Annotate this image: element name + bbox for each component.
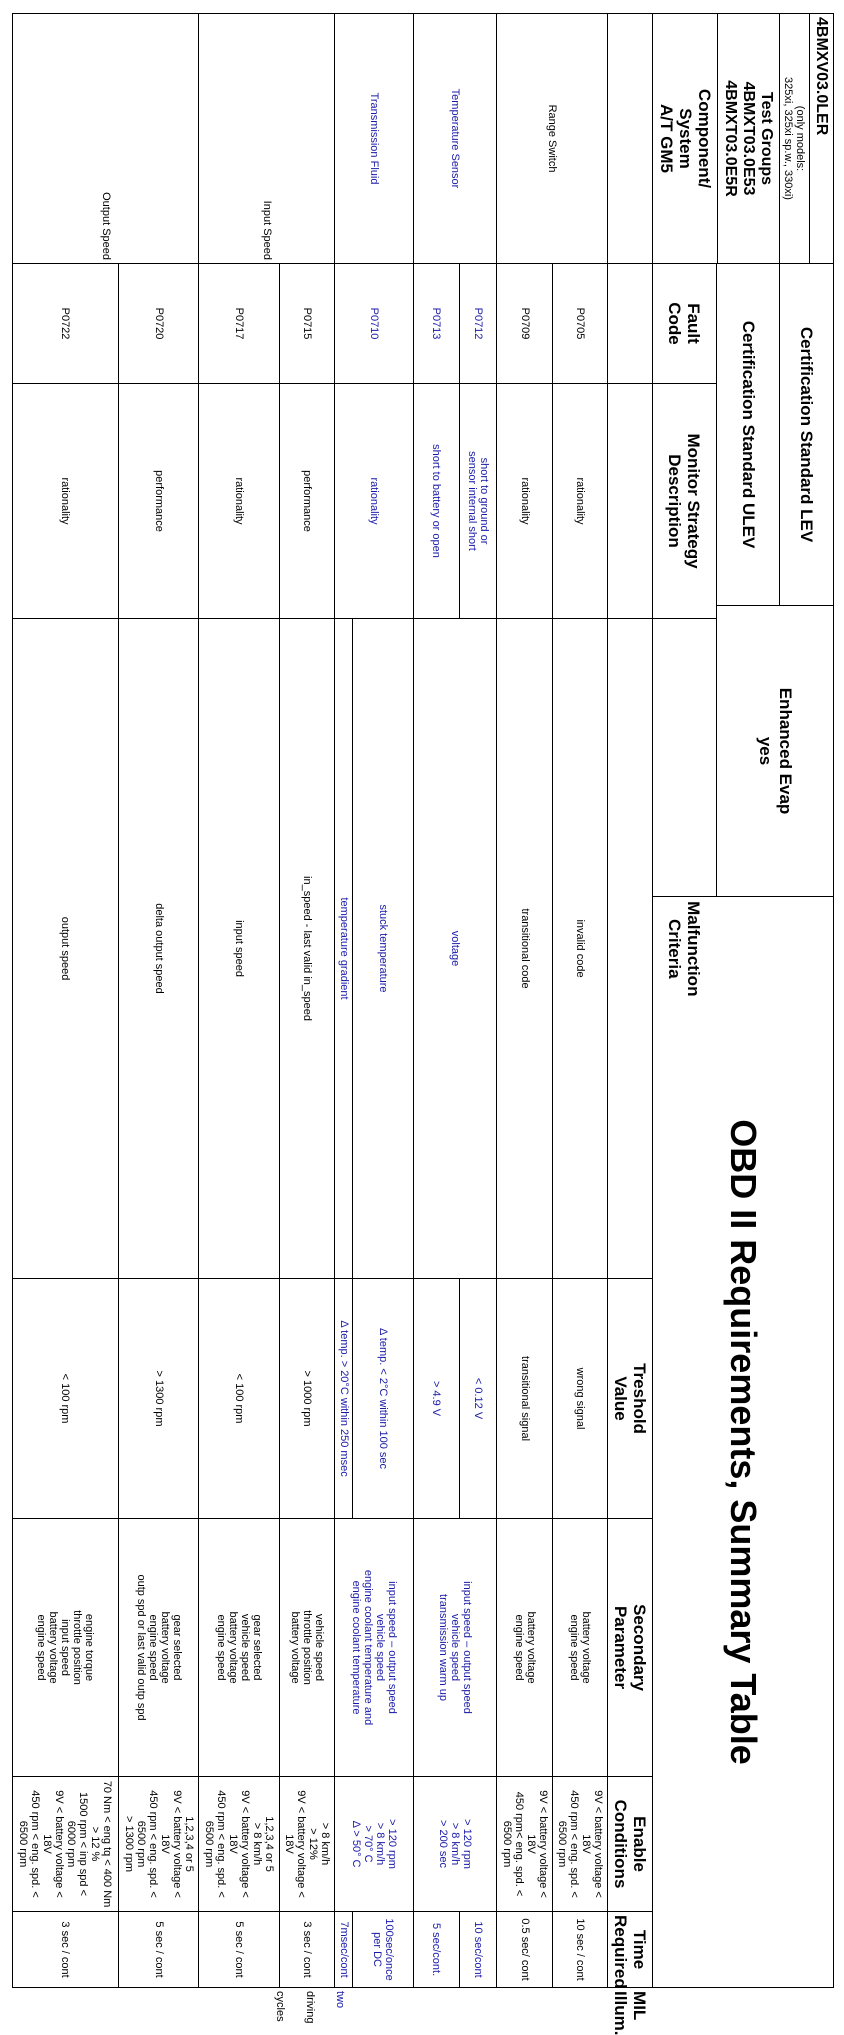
time-required: 5 sec / cont (118, 1912, 199, 1988)
enable-conditions (413, 1777, 497, 1912)
col-time-line-1: Time (630, 1929, 650, 1970)
test-group-2: 4BMXT03.0E5R (722, 80, 740, 197)
enable-line: > 1300 rpm (122, 1816, 135, 1872)
monitor-line: short to ground or (477, 457, 490, 545)
enable-line: 9V < battery voltage < 18V (41, 1790, 66, 1898)
enable-line: > 8 km/h (319, 1822, 332, 1866)
secondary-parameter (199, 1519, 280, 1777)
col-fault-line-1: Fault (684, 303, 704, 344)
table-row (279, 14, 334, 1988)
col-component-line-2: System (675, 108, 695, 169)
secondary-parameter (552, 1519, 607, 1777)
time-required: 10 sec/cont (459, 1912, 497, 1988)
col-component-line-3: A/T GM5 (656, 104, 676, 173)
enable-conditions (335, 1777, 413, 1912)
fault-code: P0710 (335, 264, 413, 384)
enable-line: 9V < battery voltage < 18V (283, 1790, 308, 1898)
secondary-parameter (497, 1519, 552, 1777)
secondary-line: battery voltage (289, 1611, 302, 1684)
col-header-spacer (608, 619, 653, 1279)
enable-line: 1,2,3,4 or 5 (263, 1816, 276, 1872)
enable-conditions (199, 1777, 280, 1912)
col-enable-line-1: Enable (630, 1816, 650, 1872)
secondary-line: engine speed (567, 1614, 580, 1681)
secondary-line: throttle position (71, 1610, 84, 1685)
test-group-1: 4BMXT03.0E53 (740, 81, 758, 196)
monitor-description: rationality (497, 384, 552, 619)
secondary-parameter (413, 1519, 497, 1777)
secondary-line: battery voltage (47, 1611, 60, 1684)
component-output-speed: Output Speed (13, 14, 199, 264)
threshold-value: Δ temp. > 20°C within 250 msec (335, 1279, 353, 1519)
enable-line: 9V < battery voltage < 18V (227, 1790, 252, 1898)
malfunction-criteria: delta output speed (118, 619, 199, 1279)
enable-conditions (497, 1777, 552, 1912)
malfunction-criteria: transitional code (497, 619, 552, 1279)
col-malfunction-line-1: Malfunction (684, 901, 704, 997)
table-row (118, 14, 199, 1988)
enable-line: > 70° C (361, 1825, 374, 1863)
col-header-secondary (608, 1519, 653, 1777)
enable-conditions (552, 1777, 607, 1912)
component-transmission-fluid: Transmission Fluid (335, 14, 413, 264)
time-required: 5 sec / cont (199, 1912, 280, 1988)
page-title: OBD II Requirements, Summary Table (653, 897, 834, 1988)
time-required (352, 1912, 413, 1988)
secondary-parameter (118, 1519, 199, 1777)
test-groups-label: Test Groups (758, 91, 776, 186)
secondary-parameter (13, 1519, 119, 1777)
enable-conditions (279, 1777, 334, 1912)
enable-line: 450 rpm < eng. spd. < 6500 rpm (134, 1790, 159, 1898)
col-secondary-line-1: Secondary (630, 1604, 650, 1691)
threshold-value: transitional signal (497, 1279, 552, 1519)
monitor-description: short to battery or open (413, 384, 459, 619)
component-input-speed: Input Speed (199, 14, 335, 264)
threshold-value: > 1300 rpm (118, 1279, 199, 1519)
secondary-line: outp spd or last valid outp spd (134, 1574, 147, 1721)
time-required: 5 sec/cont. (413, 1912, 459, 1988)
time-required: 0.5 sec/ cont (497, 1912, 552, 1988)
threshold-value: < 100 rpm (199, 1279, 280, 1519)
secondary-line: throttle position (301, 1610, 314, 1685)
fault-code: P0722 (13, 264, 119, 384)
secondary-line: gear selected (251, 1614, 264, 1681)
time-required: 10 sec / cont (552, 1912, 607, 1988)
secondary-line: input speed – output speed (385, 1581, 398, 1714)
col-malfunction-line-2: Criteria (665, 919, 685, 979)
col-enable-line-2: Conditions (611, 1799, 631, 1889)
table-row (13, 14, 119, 1988)
time-required: 3 sec / cont (13, 1912, 119, 1988)
enable-line: 450 rpm< eng. spd. < 6500 rpm (500, 1791, 525, 1897)
enable-line: 70 Nm < eng tq < 400 Nm (101, 1780, 114, 1908)
col-secondary-line-2: Parameter (611, 1605, 631, 1690)
time-required: 3 sec / cont (279, 1912, 334, 1988)
header-test-groups (717, 14, 779, 264)
malfunction-criteria: temperature gradient (335, 619, 353, 1279)
col-threshold-line-1: Treshold (630, 1363, 650, 1434)
monitor-description: performance (118, 384, 199, 619)
secondary-line: engine coolant temperature and (361, 1569, 374, 1726)
secondary-line: engine speed (35, 1614, 48, 1681)
enable-line: > 8 km/h (448, 1822, 461, 1866)
col-monitor-line-2: Description (665, 454, 685, 548)
component-temperature-sensor: Temperature Sensor (413, 14, 497, 264)
col-component-line-1: Component/ (694, 88, 714, 189)
enable-line: > 120 rpm (385, 1819, 398, 1869)
col-threshold-line-2: Value (611, 1376, 631, 1421)
secondary-line: engine coolant temperature (349, 1580, 362, 1715)
enable-line: 9V < battery voltage < 18V (524, 1790, 549, 1898)
secondary-parameter (335, 1519, 413, 1777)
enhanced-evap-label: Enhanced Evap (775, 687, 795, 815)
header-cert-ulev: Certification Standard ULEV (716, 264, 779, 606)
malfunction-criteria: invalid code (552, 619, 607, 1279)
enable-line: 1,2,3,4 or 5 (182, 1816, 195, 1872)
component-range-switch: Range Switch (497, 14, 608, 264)
malfunction-criteria: input speed (199, 619, 280, 1279)
secondary-line: engine speed (215, 1614, 228, 1681)
fault-code: P0715 (279, 264, 334, 384)
enable-line: 450 rpm < eng. spd. < 6500 rpm (17, 1790, 42, 1898)
col-header-spacer (608, 14, 653, 264)
header-cert-lev: Certification Standard LEV (779, 264, 833, 606)
col-header-time (608, 1912, 653, 1988)
table-row (459, 14, 497, 1988)
models-note-line-2: 325xi, 325xi sp.w., 330xi) (782, 77, 795, 200)
table-row (352, 14, 413, 1988)
secondary-line: input speed – output speed (460, 1581, 473, 1714)
monitor-description (459, 384, 497, 619)
fault-code: P0713 (413, 264, 459, 384)
header-enhanced-evap (716, 606, 833, 897)
col-header-spacer (608, 384, 653, 619)
secondary-line: battery voltage (524, 1611, 537, 1684)
monitor-description: rationality (552, 384, 607, 619)
secondary-line: vehicle speed (448, 1613, 461, 1682)
threshold-value: > 1000 rpm (279, 1279, 334, 1519)
secondary-parameter (279, 1519, 334, 1777)
malfunction-criteria: voltage (413, 619, 497, 1279)
col-fault-line-2: Code (665, 302, 685, 345)
threshold-value: < 100 rpm (13, 1279, 119, 1519)
col-header-malfunction (653, 619, 717, 1279)
enable-line: > 120 rpm (460, 1819, 473, 1869)
enable-conditions (118, 1777, 199, 1912)
monitor-description: performance (279, 384, 334, 619)
secondary-line: gear selected (170, 1614, 183, 1681)
secondary-line: battery voltage (579, 1611, 592, 1684)
time-line: per DC (370, 1932, 383, 1967)
header-id-line: 4BMXV03.0LER (809, 14, 833, 264)
monitor-description: rationality (13, 384, 119, 619)
enable-line: 450 rpm < eng. spd. < 6500 rpm (203, 1790, 228, 1898)
threshold-value: > 4.9 V (413, 1279, 459, 1519)
secondary-line: vehicle speed (239, 1613, 252, 1682)
secondary-line: battery voltage (158, 1611, 171, 1684)
col-header-threshold (608, 1279, 653, 1519)
threshold-value: Δ temp. < 2°C within 100 sec (352, 1279, 413, 1519)
col-header-component (653, 14, 718, 264)
fault-code: P0712 (459, 264, 497, 384)
enable-line: > 12 % (89, 1826, 102, 1862)
enable-conditions (13, 1777, 119, 1912)
malfunction-criteria: in_speed - last valid in_speed (279, 619, 334, 1279)
header-models-note (779, 14, 809, 264)
fault-code: P0709 (497, 264, 552, 384)
monitor-description: rationality (335, 384, 413, 619)
enable-line: 9V < battery voltage < 18V (579, 1790, 604, 1898)
col-header-monitor (653, 384, 717, 619)
enable-line: > 12% (307, 1828, 320, 1860)
secondary-line: engine torque (83, 1613, 96, 1682)
enable-line: 1500 rpm < inp spd < 6000 rpm (65, 1792, 90, 1897)
monitor-line: sensor internal short (465, 451, 478, 551)
table-row (497, 14, 552, 1988)
col-monitor-line-1: Monitor Strategy (684, 433, 704, 569)
enhanced-evap-value: yes (755, 736, 775, 766)
table-row (199, 14, 280, 1988)
col-time-line-2: Required (611, 1915, 631, 1989)
threshold-value: < 0.12 V (459, 1279, 497, 1519)
time-line: 100sec/once (382, 1918, 395, 1981)
enable-line: > 200 sec (436, 1820, 449, 1869)
time-required: 7msec/cont (335, 1912, 353, 1988)
secondary-line: engine speed (146, 1614, 159, 1681)
col-header-fault-code (653, 264, 717, 384)
enable-line: Δ > 50° C (349, 1820, 362, 1868)
secondary-line: vehicle speed (373, 1613, 386, 1682)
col-header-spacer (608, 264, 653, 384)
enable-line: > 8 km/h (251, 1822, 264, 1866)
secondary-line: input speed (59, 1619, 72, 1676)
fault-code: P0720 (118, 264, 199, 384)
enable-line: 450 rpm < eng. spd. < 6500 rpm (555, 1790, 580, 1898)
fault-code: P0717 (199, 264, 280, 384)
malfunction-criteria: output speed (13, 619, 119, 1279)
fault-code: P0705 (552, 264, 607, 384)
monitor-description: rationality (199, 384, 280, 619)
malfunction-criteria: stuck temperature (352, 619, 413, 1279)
obd-summary-table: 4BMXV03.0LER Certification Standard LEV Enhanced Evap yes OBD II Requirements, Summary Table (only models: 325xi, 325xi sp.w., 330xi) Test Groups 4BMXT03.0E53 4BMXT03.0E5R Certification Standard ULEV Component/ System A/T GM5 Fault Code Monitor Strategy Description Malfunction Criteria Treshold Value Secondary Parameter Enable Conditions Time Required MIL Illum. Range Switch P0705 rationality invalid code wrong signal battery voltage engine speed 9V < battery voltage < 18V 450 rpm < eng. spd. < 6500 rpm 10 sec / cont two driving cycles P0709 rationality transitional code transitional signal battery voltage engine speed 9V < battery voltage < 18V 450 rpm< eng. spd. < 6500 rpm 0.5 sec/ cont Temperature Sensor P0712 short to ground or sensor internal short voltage < 0.12 V input speed – output speed vehicle speed transmission warm up > 120 rpm > 8 km/h > 200 sec 10 sec/cont P0713 short to battery or open > 4.9 V 5 sec/cont. Transmission Fluid P0710 rationality stuck temperature Δ temp. < 2°C within 100 sec input speed – output speed vehicle speed engine coolant temperature and engine coolant temperature > 120 rpm > 8 km/h > 70° C Δ > 50° C 100sec/once per DC temperature gradient Δ temp. > 20°C within 250 msec 7msec/cont Input Speed P0715 performance in_speed - last valid in_speed > 1000 rpm vehicle speed throttle position battery voltage > 8 km/h > 12% 9V < battery voltage < 18V 3 sec / cont P0717 rationality input speed < 100 rpm gear selected vehicle speed battery voltage engine speed 1,2,3,4 or 5 > 8 km/h 9V < battery voltage < 18V 450 rpm < eng. spd. < 6500 rpm 5 sec / cont Output Speed P0720 performance delta output speed > 1300 rpm gear selected battery voltage engine speed outp spd or last valid outp spd 1,2,3,4 or 5 9V < battery voltage < 18V 450 rpm < eng. spd. < 6500 rpm > 1300 rpm 5 sec / cont P0722 rationality output speed < 100 rpm engine torque throttle position input speed battery voltage engine speed 70 Nm < eng tq < 400 Nm > 12 % 1500 rpm < inp spd < 6000 rpm 9V < battery voltage < 18V 450 rpm < eng. spd. < 6500 rpm 3 sec / cont (12, 13, 834, 1988)
secondary-line: vehicle speed (313, 1613, 326, 1682)
col-header-enable (608, 1777, 653, 1912)
models-note-line-1: (only models: (794, 105, 807, 172)
table-row: Range Switch P0705 rationality invalid code wrong signal battery voltage engine speed 9V < battery voltage < 18V 450 rpm < eng. spd. < 6500 rpm 10 sec / cont two driving cycles (552, 14, 607, 1988)
enable-line: > 8 km/h (373, 1822, 386, 1866)
threshold-value: wrong signal (552, 1279, 607, 1519)
secondary-line: engine speed (512, 1614, 525, 1681)
secondary-line: battery voltage (227, 1611, 240, 1684)
enable-line: 9V < battery voltage < 18V (158, 1790, 183, 1898)
secondary-line: transmission warm up (436, 1594, 449, 1702)
